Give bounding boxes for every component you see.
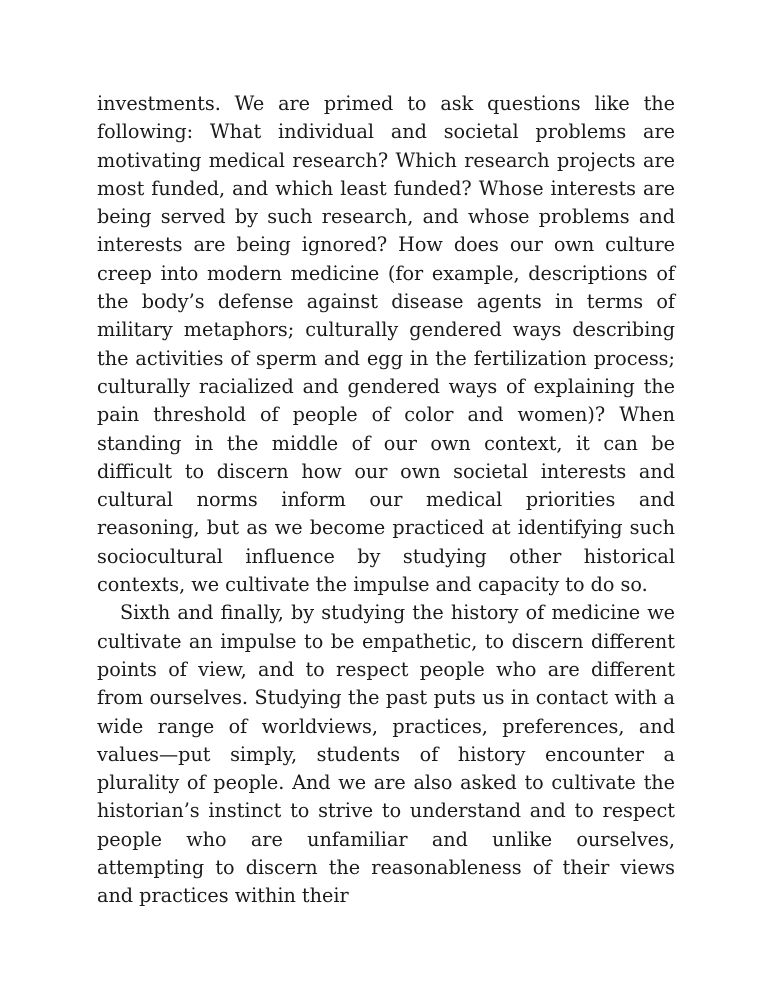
body-paragraph-2: Sixth and finally, by studying the history of medicine we cultivate an impulse to be empathetic, to discern different points of view, and to respect people who are different from ourselves. Studying the past puts us in contact with a wide range of worldviews, practices, preferences, and values—put simply, students of history encounter a plurality of people. And we are also asked to cultivate the historian’s instinct to strive to understand and to respect people who are unfamiliar and unlike ourselves, attempting to discern the reasonableness of their views and practices within their — [97, 601, 675, 908]
body-paragraph-1: investments. We are primed to ask questions like the following: What individual and societal problems are motivating medical research? Which research projects are most funded, and which least funded? Whose interests are being served by such research, and whose problems and interests are being ignored? How does our own culture creep into modern medicine (for example, descriptions of the body’s defense against disease agents in terms of military metaphors; culturally gendered ways describing the activities of sperm and egg in the fertilization process; culturally racialized and gendered ways of explaining the pain threshold of people of color and women)? When standing in the middle of our own context, it can be difficult to discern how our own societal interests and cultural norms inform our medical priorities and reasoning, but as we become practiced at identifying such sociocultural influence by studying other historical contexts, we cultivate the impulse and capacity to do so. — [97, 92, 675, 597]
document-page — [97, 90, 675, 911]
